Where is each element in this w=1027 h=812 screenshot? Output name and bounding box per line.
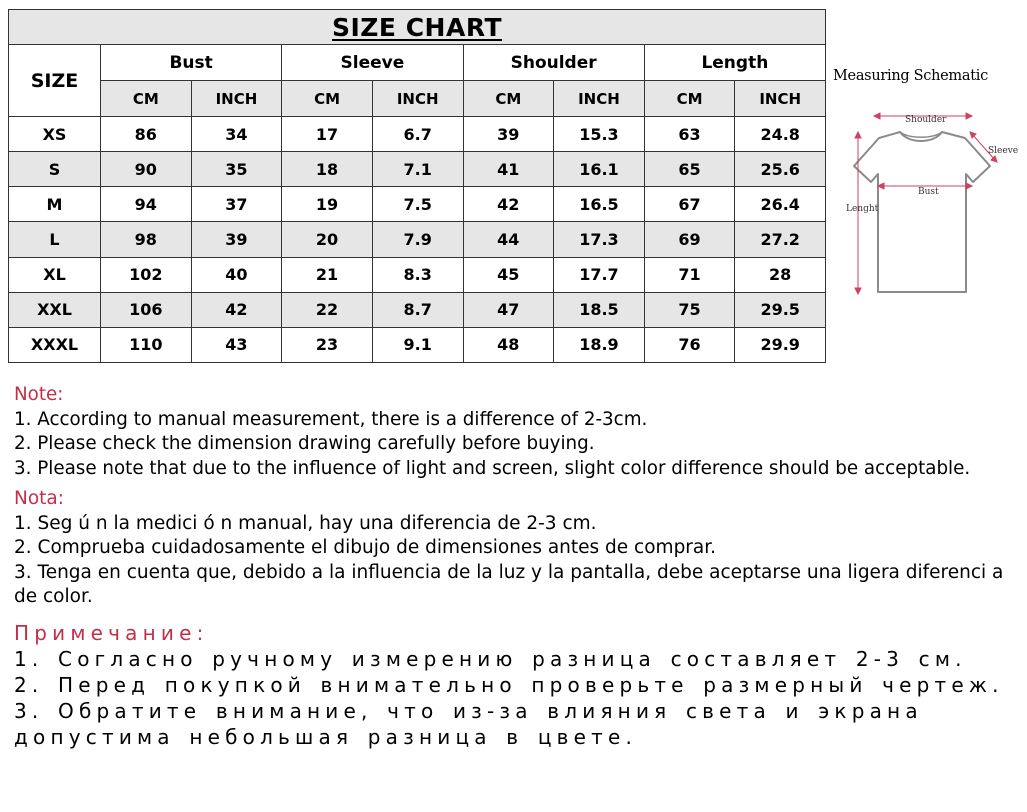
table-cell: 28 — [735, 257, 826, 292]
table-cell: 7.9 — [372, 222, 463, 257]
table-cell: 71 — [644, 257, 735, 292]
note-heading-en: Note: — [14, 384, 64, 405]
note-line: 3. Обратите внимание, что из-за влияния света и экрана допустима небольшая разница в цвете. — [14, 699, 923, 749]
table-cell: 19 — [282, 187, 373, 222]
note-line: 3. Please note that due to the influence of light and screen, slight color difference should be acceptable. — [14, 457, 971, 479]
size-cell: XXL — [9, 292, 101, 327]
length-header: Length — [644, 45, 825, 81]
table-row — [9, 292, 826, 327]
table-cell: 102 — [101, 257, 192, 292]
size-chart-table — [8, 9, 826, 363]
table-cell: 42 — [463, 187, 554, 222]
note-spanish — [14, 487, 1024, 610]
table-cell: 98 — [101, 222, 192, 257]
table-cell: 6.7 — [372, 117, 463, 152]
table-cell: 18.5 — [554, 292, 645, 327]
table-cell: 8.7 — [372, 292, 463, 327]
shoulder-label: Shoulder — [905, 115, 947, 125]
table-cell: 25.6 — [735, 152, 826, 187]
table-cell: 37 — [191, 187, 282, 222]
table-cell: 106 — [101, 292, 192, 327]
size-cell: XL — [9, 257, 101, 292]
note-line: 2. Перед покупкой внимательно проверьте размерный чертеж. — [14, 673, 1004, 697]
note-line: 1. Seg ú n la medici ó n manual, hay una diferencia de 2-3 cm. — [14, 512, 597, 534]
table-cell: 44 — [463, 222, 554, 257]
size-cell: S — [9, 152, 101, 187]
table-cell: 43 — [191, 327, 282, 362]
table-cell: 27.2 — [735, 222, 826, 257]
table-cell: 76 — [644, 327, 735, 362]
schematic-title: Measuring Schematic — [833, 68, 988, 84]
table-row — [9, 117, 826, 152]
table-cell: 69 — [644, 222, 735, 257]
table-cell: 29.9 — [735, 327, 826, 362]
table-cell: 7.5 — [372, 187, 463, 222]
note-line: 2. Please check the dimension drawing carefully before buying. — [14, 433, 595, 454]
unit-header: INCH — [191, 81, 282, 117]
table-cell: 29.5 — [735, 292, 826, 327]
table-cell: 35 — [191, 152, 282, 187]
unit-header: CM — [463, 81, 554, 117]
table-cell: 18 — [282, 152, 373, 187]
table-cell: 86 — [101, 117, 192, 152]
table-cell: 47 — [463, 292, 554, 327]
note-heading-ru: Примечание: — [14, 621, 209, 645]
table-cell: 39 — [463, 117, 554, 152]
table-cell: 42 — [191, 292, 282, 327]
size-cell: XXXL — [9, 327, 101, 362]
unit-header: CM — [101, 81, 192, 117]
table-cell: 90 — [101, 152, 192, 187]
table-row — [9, 187, 826, 222]
table-cell: 15.3 — [554, 117, 645, 152]
sleeve-label: Sleeve — [988, 146, 1019, 156]
table-cell: 41 — [463, 152, 554, 187]
table-cell: 26.4 — [735, 187, 826, 222]
note-line: 1. According to manual measurement, there is a difference of 2-3cm. — [14, 408, 648, 430]
note-russian — [14, 620, 1024, 750]
note-english — [14, 383, 1024, 481]
table-cell: 21 — [282, 257, 373, 292]
table-cell: 20 — [282, 222, 373, 257]
measuring-schematic — [830, 64, 1027, 304]
table-cell: 18.9 — [554, 327, 645, 362]
table-cell: 16.1 — [554, 152, 645, 187]
note-line: 2. Comprueba cuidadosamente el dibujo de dimensiones antes de comprar. — [14, 537, 717, 558]
unit-header: INCH — [554, 81, 645, 117]
unit-header: CM — [282, 81, 373, 117]
table-cell: 8.3 — [372, 257, 463, 292]
table-cell: 63 — [644, 117, 735, 152]
unit-header: CM — [644, 81, 735, 117]
table-cell: 9.1 — [372, 327, 463, 362]
table-cell: 17 — [282, 117, 373, 152]
table-cell: 48 — [463, 327, 554, 362]
table-cell: 16.5 — [554, 187, 645, 222]
unit-header: INCH — [372, 81, 463, 117]
bust-header: Bust — [101, 45, 282, 81]
length-label: Lenght — [846, 204, 879, 214]
table-cell: 7.1 — [372, 152, 463, 187]
bust-label: Bust — [918, 187, 939, 197]
table-cell: 17.7 — [554, 257, 645, 292]
table-cell: 17.3 — [554, 222, 645, 257]
unit-header: INCH — [735, 81, 826, 117]
table-cell: 40 — [191, 257, 282, 292]
table-cell: 39 — [191, 222, 282, 257]
table-cell: 75 — [644, 292, 735, 327]
table-cell: 67 — [644, 187, 735, 222]
chart-title: SIZE CHART — [9, 10, 826, 45]
table-row — [9, 152, 826, 187]
size-column-header: SIZE — [9, 45, 101, 117]
table-cell: 45 — [463, 257, 554, 292]
size-cell: XS — [9, 117, 101, 152]
note-heading-es: Nota: — [14, 488, 64, 509]
table-row — [9, 327, 826, 362]
size-cell: L — [9, 222, 101, 257]
table-cell: 34 — [191, 117, 282, 152]
table-cell: 24.8 — [735, 117, 826, 152]
table-cell: 23 — [282, 327, 373, 362]
table-cell: 110 — [101, 327, 192, 362]
table-cell: 94 — [101, 187, 192, 222]
note-line: 1. Согласно ручному измерению разница составляет 2-3 см. — [14, 647, 967, 671]
shoulder-header: Shoulder — [463, 45, 644, 81]
sleeve-header: Sleeve — [282, 45, 463, 81]
table-cell: 65 — [644, 152, 735, 187]
note-line: 3. Tenga en cuenta que, debido a la influencia de la luz y la pantalla, debe aceptarse una ligera diferenci a de color. — [14, 561, 1004, 607]
table-row — [9, 257, 826, 292]
table-row — [9, 222, 826, 257]
tshirt-diagram — [830, 92, 1027, 304]
size-cell: M — [9, 187, 101, 222]
table-cell: 22 — [282, 292, 373, 327]
